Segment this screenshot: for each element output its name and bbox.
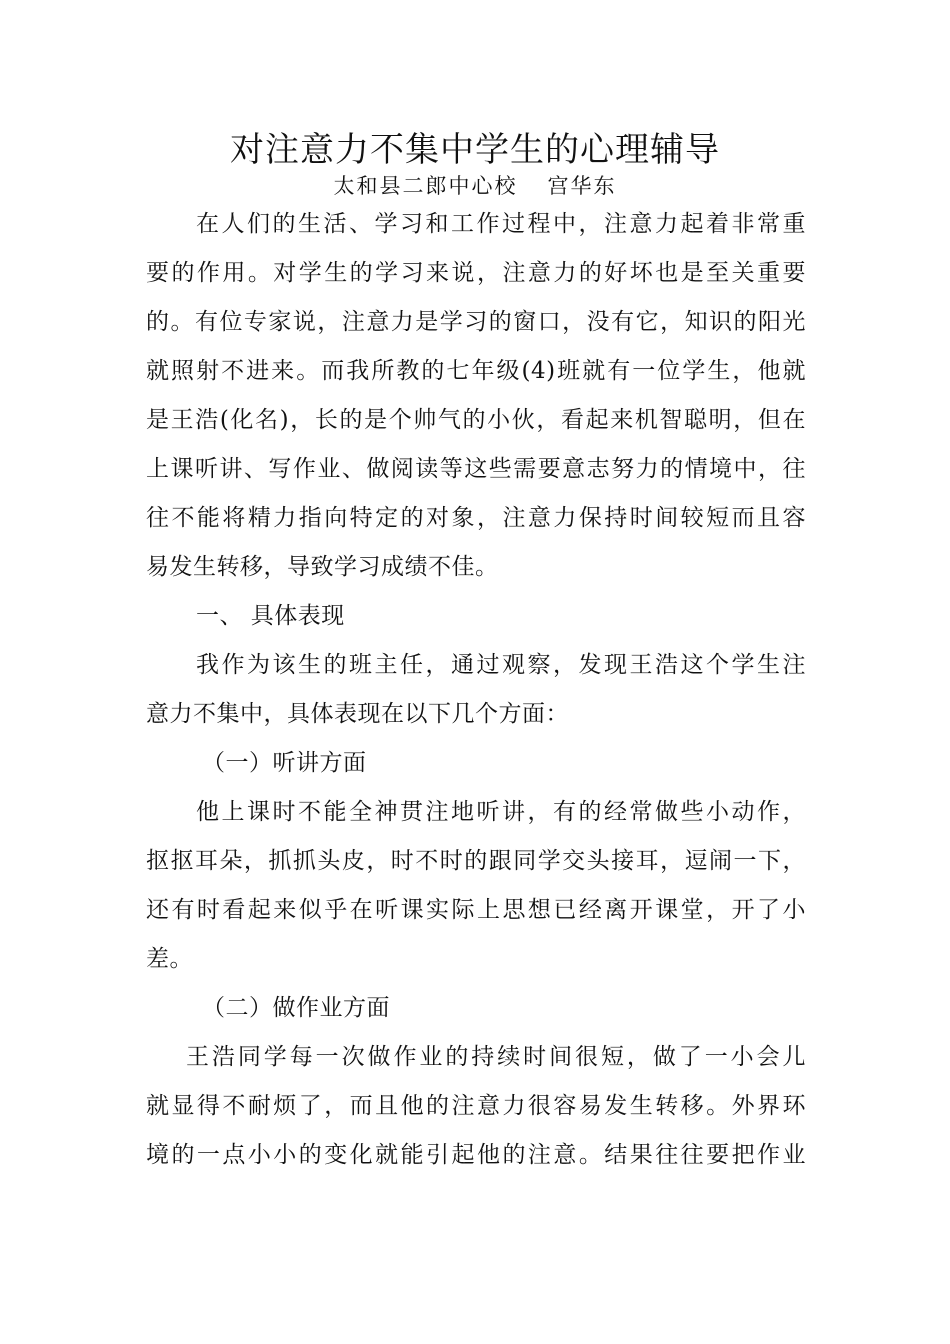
paragraph-line: 抠抠耳朵，抓抓头皮，时不时的跟同学交头接耳，逗闹一下， [146, 848, 806, 874]
paragraph-line: 的。有位专家说，注意力是学习的窗口，没有它，知识的阳光 [146, 309, 806, 335]
paragraph-line: 差。 [146, 946, 193, 972]
document-title: 对注意力不集中学生的心理辅导 [230, 130, 720, 170]
author-name: 宫华东 [547, 174, 617, 198]
paragraph-line: 境的一点小小的变化就能引起他的注意。结果往往要把作业 [146, 1142, 806, 1168]
paragraph-line: 上课听讲、写作业、做阅读等这些需要意志努力的情境中，往 [146, 456, 806, 482]
paragraph-line: 就显得不耐烦了，而且他的注意力很容易发生转移。外界环 [146, 1093, 806, 1119]
section-heading: 一、 具体表现 [196, 603, 345, 629]
paragraph-line: 在人们的生活、学习和工作过程中，注意力起着非常重 [196, 211, 806, 237]
byline [0, 172, 950, 200]
paragraph-line: 王浩同学每一次做作业的持续时间很短，做了一小会儿 [186, 1044, 806, 1070]
paragraph-line: 是王浩(化名)，长的是个帅气的小伙，看起来机智聪明，但在 [146, 407, 806, 433]
subsection-heading: （二）做作业方面 [202, 995, 390, 1021]
paragraph-line: 意力不集中，具体表现在以下几个方面： [146, 701, 569, 727]
paragraph-line: 他上课时不能全神贯注地听讲，有的经常做些小动作， [196, 799, 806, 825]
paragraph-line: 要的作用。对学生的学习来说，注意力的好坏也是至关重要 [146, 260, 806, 286]
paragraph-line: 我作为该生的班主任，通过观察，发现王浩这个学生注 [196, 652, 806, 678]
school-name: 太和县二郎中心校 [333, 174, 518, 198]
document-body [146, 200, 806, 1180]
paragraph-line: 就照射不进来。而我所教的七年级(4)班就有一位学生，他就 [146, 358, 806, 384]
subsection-heading: （一）听讲方面 [202, 750, 367, 776]
paragraph-line: 还有时看起来似乎在听课实际上思想已经离开课堂，开了小 [146, 897, 806, 923]
paragraph-line: 易发生转移，导致学习成绩不佳。 [146, 554, 499, 580]
paragraph-line: 往不能将精力指向特定的对象，注意力保持时间较短而且容 [146, 505, 806, 531]
